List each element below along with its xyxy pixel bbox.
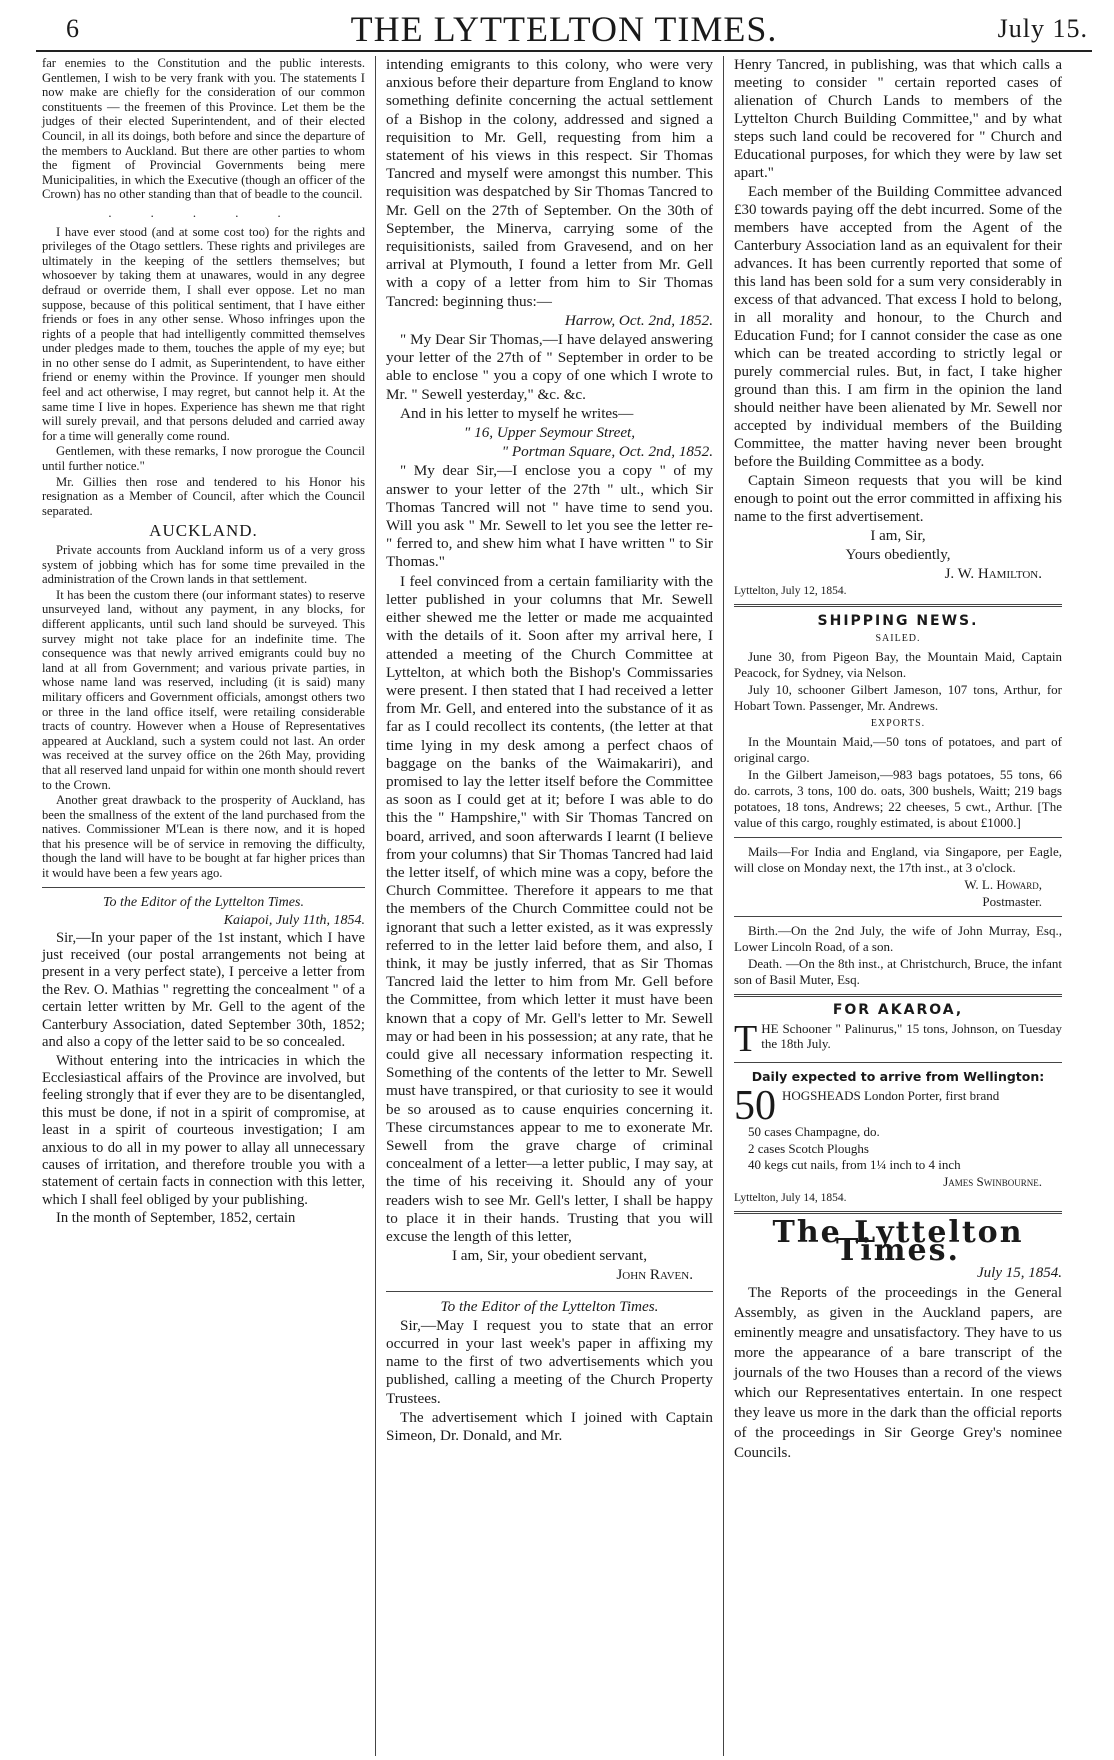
paragraph: Gentlemen, with these remarks, I now prorogue the Council until further notice." (42, 444, 365, 474)
section-heading-shipping: SHIPPING NEWS. (817, 613, 979, 629)
ad-signature: James Swinbourne. (943, 1173, 1042, 1189)
paragraph: Private accounts from Auckland inform us of a very gross system of jobbing which has for some time prevailed in the administration of the Crown lands in that settlement. (42, 543, 365, 587)
ad-heading: Daily expected to arrive from Wellington: (751, 1068, 1045, 1084)
letter-dateline: Lyttelton, July 12, 1854. (734, 585, 847, 597)
birth-notice: Birth.—On the 2nd July, the wife of John Murray, Esq., Lower Lincoln Road, of a son. (734, 923, 1062, 954)
shipping-item: In the Mountain Maid,—50 tons of potatoes, and part of original cargo. (734, 734, 1062, 765)
divider (734, 1062, 1062, 1063)
divider (42, 887, 365, 888)
mails-notice: Mails—For India and England, via Singapore, per Eagle, will close on Monday next, the 17th inst., at 3 o'clock. (734, 844, 1062, 875)
paragraph: far enemies to the Constitution and the public interests. Gentlemen, I wish to be very frank with you. The statements I now make are chiefly for the consideration of our common constituents — the freemen of this Province. Let them be the judges of their elected Superintendent, and of their elected Council, in all its doings, both before and since the departure of the members to Auckland. But there are other parties to whom the figment of Provincial Governments being mere Municipalities, in which the Executive (though an officer of the Crown) has no other standing than that of beadle to the council. (42, 56, 365, 202)
column-3 (724, 56, 1070, 1756)
letter-dateline: Kaiapoi, July 11th, 1854. (223, 912, 365, 928)
divider (734, 604, 1062, 607)
editorial-date: July 15, 1854. (977, 1264, 1062, 1281)
paragraph: Without entering into the intricacies in which the Ecclesiastical affairs of the Province are involved, but feeling strongly that if ever they are to be disentangled, this must be done, if not in a spirit of compromise, at least in a spirit of courteous investigation; I am anxious to do all in my power to allay all unnecessary causes of irritation, and therefore trouble you with a statement of certain facts in connection with this letter, which I shall feel obliged by your publishing. (42, 1052, 365, 1208)
paragraph: In the month of September, 1852, certain (56, 1210, 296, 1227)
paragraph: intending emigrants to this colony, who were very anxious before their departure from England to know something definite concerning the actual settlement of a Bishop in the colony, addressed and signed a requisition to Mr. Gell, requesting from him a statement of his views in this respect. Sir Thomas Tancred and myself were amongst this number. This requisition was despatched by Sir Thomas Tancred to Mr. Gell on the 27th of September. On the 30th of September, the Minerva, carrying some of the requisitionists, sailed from Gravesend, and on her arrival at Plymouth, I found a letter from Mr. Gell with a copy of a letter from him to Sir Thomas Tancred: beginning thus:— (386, 56, 713, 310)
ad-dateline: Lyttelton, July 14, 1854. (734, 1191, 847, 1204)
ad-item: 2 cases Scotch Ploughs (748, 1140, 869, 1156)
death-notice: Death. —On the 8th inst., at Christchurch, Bruce, the infant son of Basil Muter, Esq. (734, 956, 1062, 987)
divider (734, 1211, 1062, 1214)
column-1 (36, 56, 376, 1756)
ad-heading: FOR AKAROA, (832, 1002, 964, 1018)
divider (386, 1291, 713, 1292)
shipping-news (734, 613, 1062, 988)
address-line: " Portman Square, Oct. 2nd, 1852. (501, 443, 713, 461)
quoted-letter: " My Dear Sir Thomas,—I have delayed answering your letter of the 27th of " September in order to be able to enclose " you a copy of one which I wrote to Mr. " Sewell yesterday," &c. &c. (386, 331, 713, 403)
shipping-item: In the Gilbert Jameison,—983 bags potatoes, 55 tons, 66 do. carrots, 3 tons, 100 do. oats, 300 bushels, Waitt; 219 bags potatoes, 18 tons, Andrews; 22 cheeses, 5 cwt., Arthur. [The value of this cargo, roughly estimated, is about £1000.] (734, 767, 1062, 830)
column-2 (376, 56, 724, 1756)
separator-dots: . . . . . (108, 205, 299, 220)
letter-dateline: Harrow, Oct. 2nd, 1852. (564, 311, 713, 329)
paragraph: Another great drawback to the prosperity of Auckland, has been the smallness of the extent of the land purchased from the natives. Commissioner M'Lean is there now, and it is hoped that his presence will be of service in removing the difficulty, though the land will have to be bought at far higher prices than it would have been a few years ago. (42, 793, 365, 881)
divider (734, 916, 1062, 917)
address-line: " 16, Upper Seymour Street, (463, 424, 636, 442)
letter-heading: To the Editor of the Lyttelton Times. (440, 1297, 659, 1315)
ad-item: HOGSHEADS London Porter, first brand (782, 1088, 1000, 1104)
postmaster-title: Postmaster. (982, 894, 1042, 909)
letter-signature: J. W. Hamilton. (944, 566, 1042, 582)
ad-text: HE Schooner " Palinurus," 15 tons, Johnson, on Tuesday the 18th July. (761, 1020, 1062, 1052)
paragraph: The Reports of the proceedings in the General Assembly, as given in the Auckland papers, are eminently meagre and unsatisfactory. They have to us more the appearance of a bare transcript of the journals of the two Houses than a record of the views which our Representatives entertain. In one respect they leave us more in the dark than the official reports of the proceedings in Sir George Grey's nominee Councils. (734, 1284, 1062, 1461)
letter-closing: I am, Sir, (870, 528, 926, 544)
ad-item: 40 kegs cut nails, from 1¼ inch to 4 inch (748, 1157, 961, 1173)
shipping-item: July 10, schooner Gilbert Jameson, 107 tons, Arthur, for Hobart Town. Passenger, Mr. Andrews. (734, 682, 1062, 713)
paragraph: I feel convinced from a certain familiarity with the letter published in your columns that Mr. Sewell either shewed me the letter or made me acquainted with the details of it. Soon after my arrival here, I attended a meeting of the Church Committee at Lyttelton, at which both the Bishop's Commissaries were present. I then stated that I had received a letter from Mr. Gell, and entered into the substance of it as far as I could recollect its contents, (the letter at that time lying in my desk among a perfect chaos of baggage on the banks of the Waimakariri), and promised to lay the letter itself before the Committee as soon as I could get at it; before I was able to do this the " Hampshire," with Sir Thomas Tancred on board, arrived, and soon afterwards I learnt (I believe from your columns) that Sir Thomas Tancred had laid the letter itself, of which mine was a copy, before the Church Committee. Therefore it appears to me that the members of the Church Committee could not be ignorant that such a letter existed, as it was expressly referred to in the letter laid before them, and also, I think, it may be justly inferred, that as Sir Thomas Tancred laid the letter to him from Mr. Gell before the Committee, from which letter it must have been known that a copy of Mr. Gell's letter to Mr. Sewell may or had been in his possession; at any rate, that he could give all necessary information respecting it. Something of the contents of the letter to Mr. Sewell must have transpired, or that curiosity to see it would be so aroused as to cause enquiries concerning it. These circumstances appear to me to exonerate Mr. Sewell from the grave charge of criminal concealment of a letter—a letter public, I may say, at the time of his receiving it. Should any of your readers wish to see Mr. Gell's letter, I shall be happy to place it in their hands. Trusting that you will excuse the length of this letter, (386, 572, 713, 1245)
paragraph: Captain Simeon requests that you will be kind enough to point out the error committed in affixing his name to the first advertisement. (734, 473, 1062, 525)
paragraph: Sir,—In your paper of the 1st instant, which I have just received (our postal arrangements not being at present in a very perfect state), I perceive a letter from the Rev. O. Mathias " regretting the concealment " of a certain letter written by Mr. Gell to the agent of the Canterbury Association, dated September 30th, 1852; and also a copy of the letter said to be so concealed. (42, 929, 365, 1051)
divider (734, 994, 1062, 997)
paragraph: Each member of the Building Committee advanced £30 towards paying off the debt incurred. Some of the members have accepted from the Agent of the Canterbury Association land as an equivalent for their advances. It has been currently reported that some of this land has been sold for a sum very considerably in excess of that advanced. That excess I hold to belong, in all morality and honour, to the Church and Education Fund; for I cannot consider the case as one which can be treated according to strictly legal or purely commercial rules. But, in fact, I take higher ground than this. I am firm in the opinion the land should neither have been alienated by Mr. Sewell nor accepted by individual members of the Building Committee, the matter having never been brought before the Building Committee as a body. (734, 184, 1062, 470)
letter-signature: John Raven. (616, 1266, 693, 1284)
editorial (734, 1283, 1062, 1463)
columns (36, 56, 1092, 1756)
paragraph: It has been the custom there (our informant states) to reserve unsurveyed land, without any payment, in any blocks, for different applicants, until such land should be surveyed. This survey might not take place for an indefinite time. The consequence was that newly arrived emigrants could buy no land at all from Government; and various private parties, in whose name land was reserved, including (it is said) many military officers and Government officials, amongst others two or three in the land office itself, were retailing considerable tracts of country. However when a House of Representatives appeared at Auckland, such a system could not last. An order was received at the survey office on the 26th May, providing that all reserved land unpaid for within one month should revert to the Crown. (42, 587, 365, 792)
divider (734, 837, 1062, 838)
letter-closing: Yours obediently, (845, 547, 951, 563)
editorial-masthead: The Lyttelton Times. (772, 1214, 1024, 1268)
paragraph: Henry Tancred, in publishing, was that which calls a meeting to consider " certain reported cases of alienation of Church Lands to members of the Lyttelton Church Building Committee," and by what steps such land could be recovered for " Church and Educational purposes, for which they were by law set apart." (734, 57, 1062, 181)
letter-heading: To the Editor of the Lyttelton Times. (103, 894, 304, 910)
subheading-sailed: SAILED. (875, 633, 921, 644)
section-heading-auckland: AUCKLAND. (149, 521, 258, 541)
subheading-exports: EXPORTS. (870, 718, 926, 729)
advertisement-akaroa (734, 1002, 1062, 1060)
ad-item: 50 cases Champagne, do. (748, 1124, 880, 1140)
paragraph: Mr. Gillies then rose and tendered to his Honor his resignation as a Member of Council, after which the Council separated. (42, 474, 365, 518)
quoted-letter: " My dear Sir,—I enclose you a copy " of my answer to your letter of the 27th " ult., which Sir Thomas Tancred will not " have time to send you. Will you ask " Mr. Sewell to let you see the letter re- " ferred to, and shew him what I have written " to Sir Thomas." (386, 462, 713, 571)
page-number: 6 (66, 14, 79, 43)
paragraph: Sir,—May I request you to state that an error occurred in your last week's paper in affixing my name to the first of two advertisements which you published, calling a meeting of the Church Property Trustees. (386, 1316, 713, 1407)
newspaper-title: THE LYTTELTON TIMES. (350, 9, 778, 49)
issue-date: July 15. (997, 14, 1088, 43)
advertisement-wellington (734, 1069, 1062, 1205)
paragraph: The advertisement which I joined with Captain Simeon, Dr. Donald, and Mr. (386, 1408, 713, 1445)
large-number: 50 (734, 1083, 776, 1130)
letter-closing: I am, Sir, your obedient servant, (451, 1247, 648, 1265)
drop-cap: T (734, 1017, 758, 1060)
shipping-item: June 30, from Pigeon Bay, the Mountain Maid, Captain Peacock, for Sydney, via Nelson. (734, 649, 1062, 680)
postmaster-signature: W. L. Howard, (964, 877, 1042, 892)
paragraph: I have ever stood (and at some cost too) for the rights and privileges of the Otago settlers. These rights and privileges are ultimately in the keeping of the settlers themselves; but whosoever by taking them at unawares, would in any degree defraud or override them, I shall ever oppose. Let no man suppose, because of this political sentiment, that I have either friends or foes in any other sense. Whoso infringes upon the rights of a people that had intelligently committed themselves under pledges made to them, touches the apple of my eye; but in no other sense do I admit, as Superintendent, to have either friend or enemy within the Province. If younger men should feel and act otherwise, I may regret, but cannot help it. At the same time I live in hopes. Experience has shewn me that right will surely prevail, and that persons deluded and carried away for a time will generally come round. (42, 224, 365, 443)
masthead (36, 0, 1092, 52)
paragraph: And in his letter to myself he writes— (400, 404, 634, 422)
